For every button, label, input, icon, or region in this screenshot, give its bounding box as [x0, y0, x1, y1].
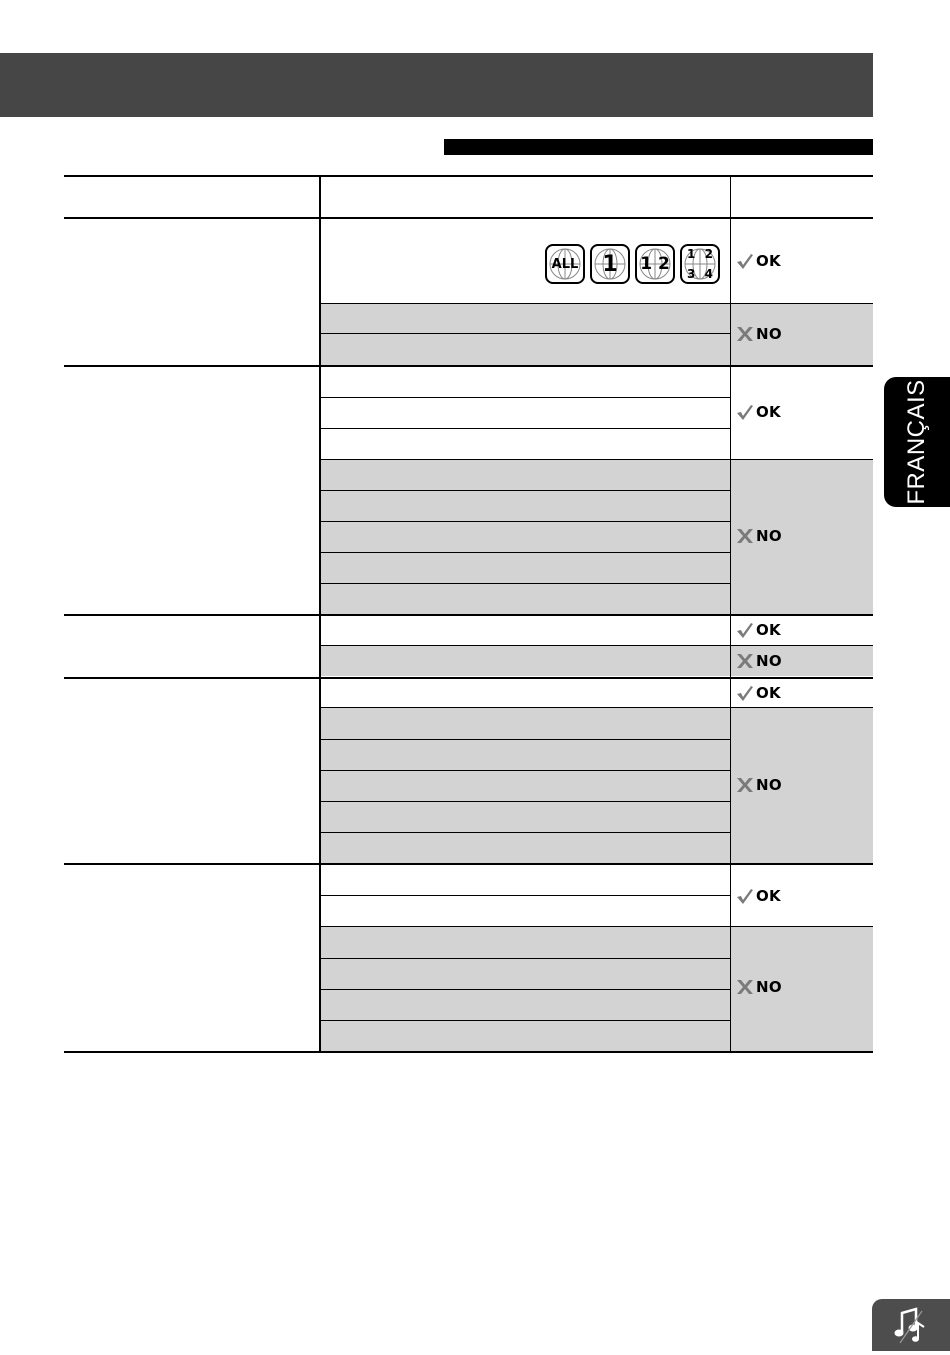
check-icon — [736, 404, 754, 420]
status-no-label: NO — [756, 776, 782, 794]
status-no-label: NO — [756, 652, 782, 670]
status-ok-label: OK — [756, 252, 781, 270]
region-1234-label-4: 4 — [704, 267, 713, 281]
status-ok — [736, 621, 781, 639]
column-header-status — [734, 183, 869, 213]
status-ok — [736, 403, 781, 421]
status-no — [736, 527, 782, 545]
language-tab-label: FRANÇAIS — [903, 379, 930, 505]
check-icon — [736, 888, 754, 904]
status-ok-label: OK — [756, 621, 781, 639]
top-banner — [0, 53, 873, 117]
status-ok — [736, 887, 781, 905]
language-tab[interactable] — [884, 377, 950, 507]
check-icon — [736, 622, 754, 638]
status-ok-label: OK — [756, 403, 781, 421]
column-header-type — [68, 183, 316, 213]
region-1-icon — [590, 244, 630, 284]
status-no-label: NO — [756, 527, 782, 545]
music-notes-icon — [872, 1299, 950, 1351]
region-12-label: 1 2 — [640, 254, 670, 274]
region-1234-label-3: 3 — [687, 267, 696, 281]
cross-icon — [736, 979, 754, 995]
check-icon — [736, 685, 754, 701]
status-ok-label: OK — [756, 684, 781, 702]
status-ok-label: OK — [756, 887, 781, 905]
cross-icon — [736, 326, 754, 342]
cross-icon — [736, 653, 754, 669]
status-no-label: NO — [756, 978, 782, 996]
status-no — [736, 325, 782, 343]
music-section-badge — [872, 1299, 950, 1351]
region-1234-icon — [680, 244, 720, 284]
region-all-icon — [545, 244, 585, 284]
column-header-detail — [324, 183, 724, 213]
region-code-icons — [545, 244, 720, 284]
cross-icon — [736, 777, 754, 793]
region-1-label: 1 — [602, 251, 618, 277]
status-no — [736, 978, 782, 996]
status-ok — [736, 252, 781, 270]
status-no — [736, 776, 782, 794]
check-icon — [736, 253, 754, 269]
region-12-icon — [635, 244, 675, 284]
status-no — [736, 652, 782, 670]
section-title-bar — [444, 139, 873, 155]
compatibility-table — [64, 175, 873, 1052]
region-all-label: ALL — [551, 256, 579, 272]
cross-icon — [736, 528, 754, 544]
status-no-label: NO — [756, 325, 782, 343]
region-1234-label-1: 1 — [687, 247, 696, 261]
region-1234-label-2: 2 — [704, 247, 713, 261]
status-ok — [736, 684, 781, 702]
